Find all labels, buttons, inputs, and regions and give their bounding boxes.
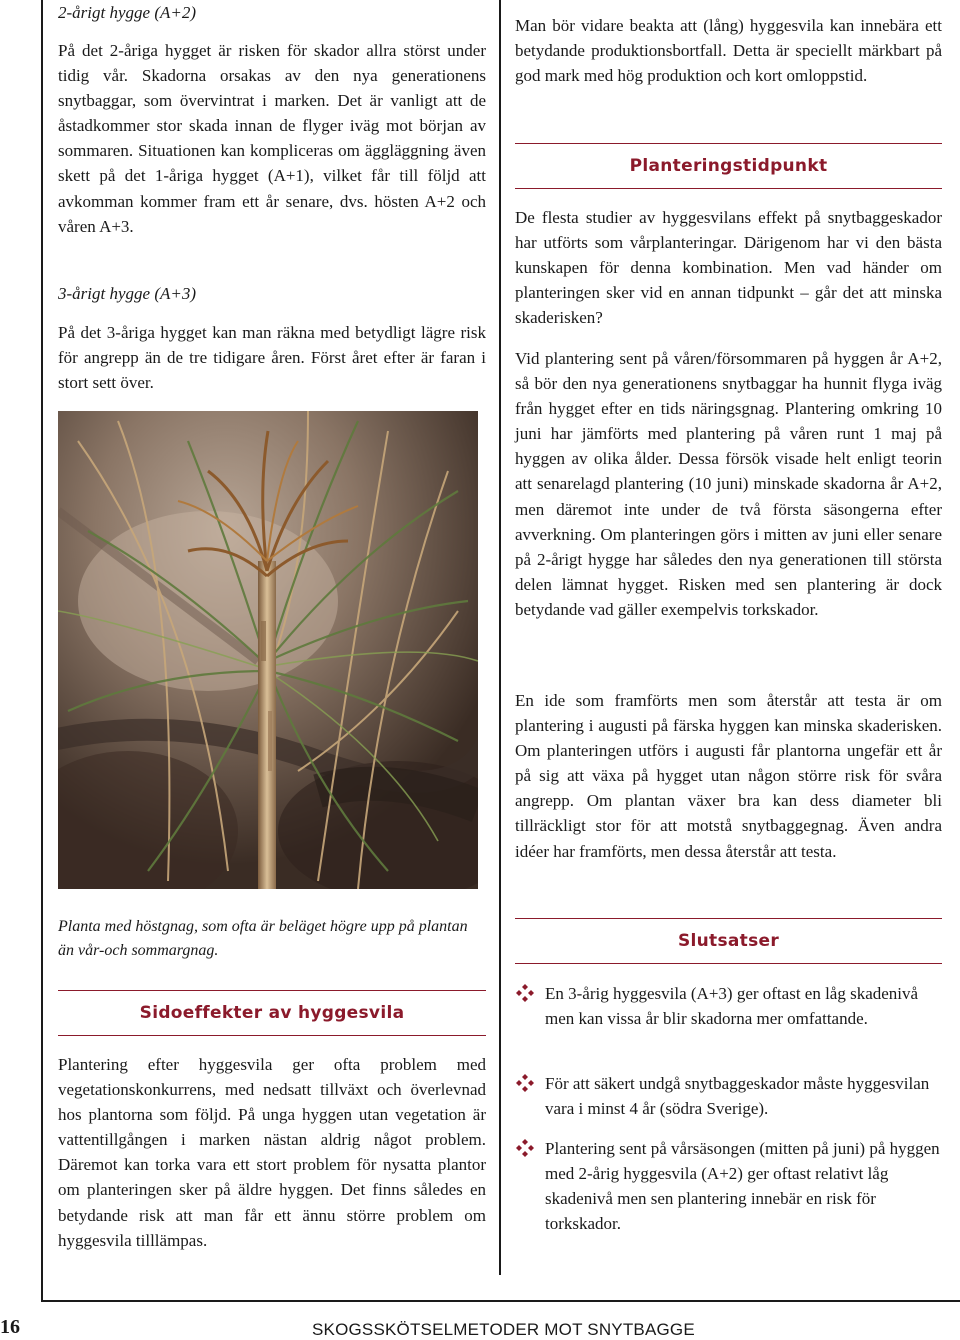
left-paragraph-side-effects: Plantering efter hyggesvila ger ofta problem med vegetationskonkurrens, med nedsatt tillväxt och överlevnad hos plantorna som följd. På unga hyggen utan vegetation är vattentillgången i marken nästan aldrig något problem. Däremot kan torka vara ett stort problem för nysatta plantor om planteringen sker på äldre hyggen. Det finns således en betydande risk att man får ett ännu större problem om hyggesvila tilllämpas. (58, 1055, 486, 1250)
four-diamond-bullet-icon (515, 1138, 535, 1158)
section-title-side-effects: Sidoeffekter av hyggesvila (58, 990, 486, 1036)
left-paragraph-2-year: På det 2-åriga hygget är risken för skador allra störst under tidig vår. Skadorna orsakas av den nya generationens snytbaggar, som övervintrat i marken. Det är vanligt att de åstadkommer stor skada innan de flyger iväg mot början av sommaren. Situationen kan kompliceras om äggläggning även skett på det 1-åriga hygget (A+1), vilket får till följd att avkomman kommer fram ett år senare, dvs. hösten A+2 och våren A+3. (58, 41, 486, 236)
footer-title: SKOGSSKÖTSELMETODER MOT SNYTBAGGE (312, 1320, 695, 1339)
left-subheading-3-year: 3-årigt hygge (A+3) (58, 284, 196, 303)
four-diamond-bullet-icon (515, 983, 535, 1003)
section-title-conclusions: Slutsatser (515, 918, 942, 964)
left-frame-rule (41, 0, 43, 1302)
right-paragraph-august-planting: En ide som framförts men som återstår att testa är om plantering i augusti på färska hyggen kan minska skaderisken. Om planteringen utförs i augusti får plantorna ungefär ett år på sig att växa på hygget utan någon större risk för svåra angrepp. Om plantan växer bra kan dess diameter bli tillräckligt stor för att motstå snytbaggegnag. Även andra idéer har framförts, men dessa återstår att testa. (515, 691, 942, 861)
bottom-frame-rule (41, 1300, 960, 1302)
section-title-planting-time: Planteringstidpunkt (515, 143, 942, 189)
left-subheading-2-year: 2-årigt hygge (A+2) (58, 3, 196, 22)
column-divider-rule (499, 0, 501, 1275)
conclusion-bullet-1: En 3-årig hyggesvila (A+3) ger oftast en låg skadenivå men kan vissa år blir skadorna mer omfattande. (515, 981, 942, 1031)
photo-caption: Planta med höstgnag, som ofta är beläget högre upp på plantan än vår-och sommargnag. (58, 918, 468, 959)
conclusion-bullet-2: För att säkert undgå snytbaggeskador måste hyggesvilan vara i minst 4 år (södra Sverige). (515, 1071, 942, 1121)
seedling-photo (58, 411, 478, 889)
left-paragraph-3-year: På det 3-åriga hygget kan man räkna med betydligt lägre risk för angrepp än de tre tidigare åren. Först året efter är faran i stort sett över. (58, 323, 486, 393)
four-diamond-bullet-icon (515, 1073, 535, 1093)
right-paragraph-late-planting: Vid plantering sent på våren/försommaren på hyggen år A+2, så bör den nya generationens snytbaggar ha hunnit flyga iväg från hygget efter en tids näringsgnag. Plantering omkring 10 juni har jämförts med plantering på våren runt 1 maj på hyggen av olika ålder. Dessa försök visade helt enligt teorin att senarelagd plantering (10 juni) minskade skadorna år A+2, men däremot inte under de två första säsongerna efter avverkning. Om planteringen görs i mitten av juni eller senare på 2-årigt hygge har således den nya generationen till största delen lämnat hygget. Risken med sen plantering är dock betydande vad gäller exempelvis torkskador. (515, 349, 942, 619)
right-paragraph-studies: De flesta studier av hyggesvilans effekt på snytbaggeskador har utförts som vårplanteringar. Därigenom har vi den bästa kunskapen för denna kombination. Men vad händer om planteringen sker vid en annan tidpunkt – går det att minska skaderisken? (515, 208, 942, 328)
page-number: 16 (0, 1316, 20, 1338)
right-paragraph-production-loss: Man bör vidare beakta att (lång) hyggesvila kan innebära ett betydande produktionsbortfall. Detta är speciellt märkbart på god mark med hög produktion och kort omloppstid. (515, 16, 942, 86)
conclusion-bullet-3: Plantering sent på vårsäsongen (mitten på juni) på hyggen med 2-årig hyggesvila (A+2) ger oftast relativt låg skadenivå men sen plantering innebär en risk för torkskador. (515, 1136, 942, 1236)
